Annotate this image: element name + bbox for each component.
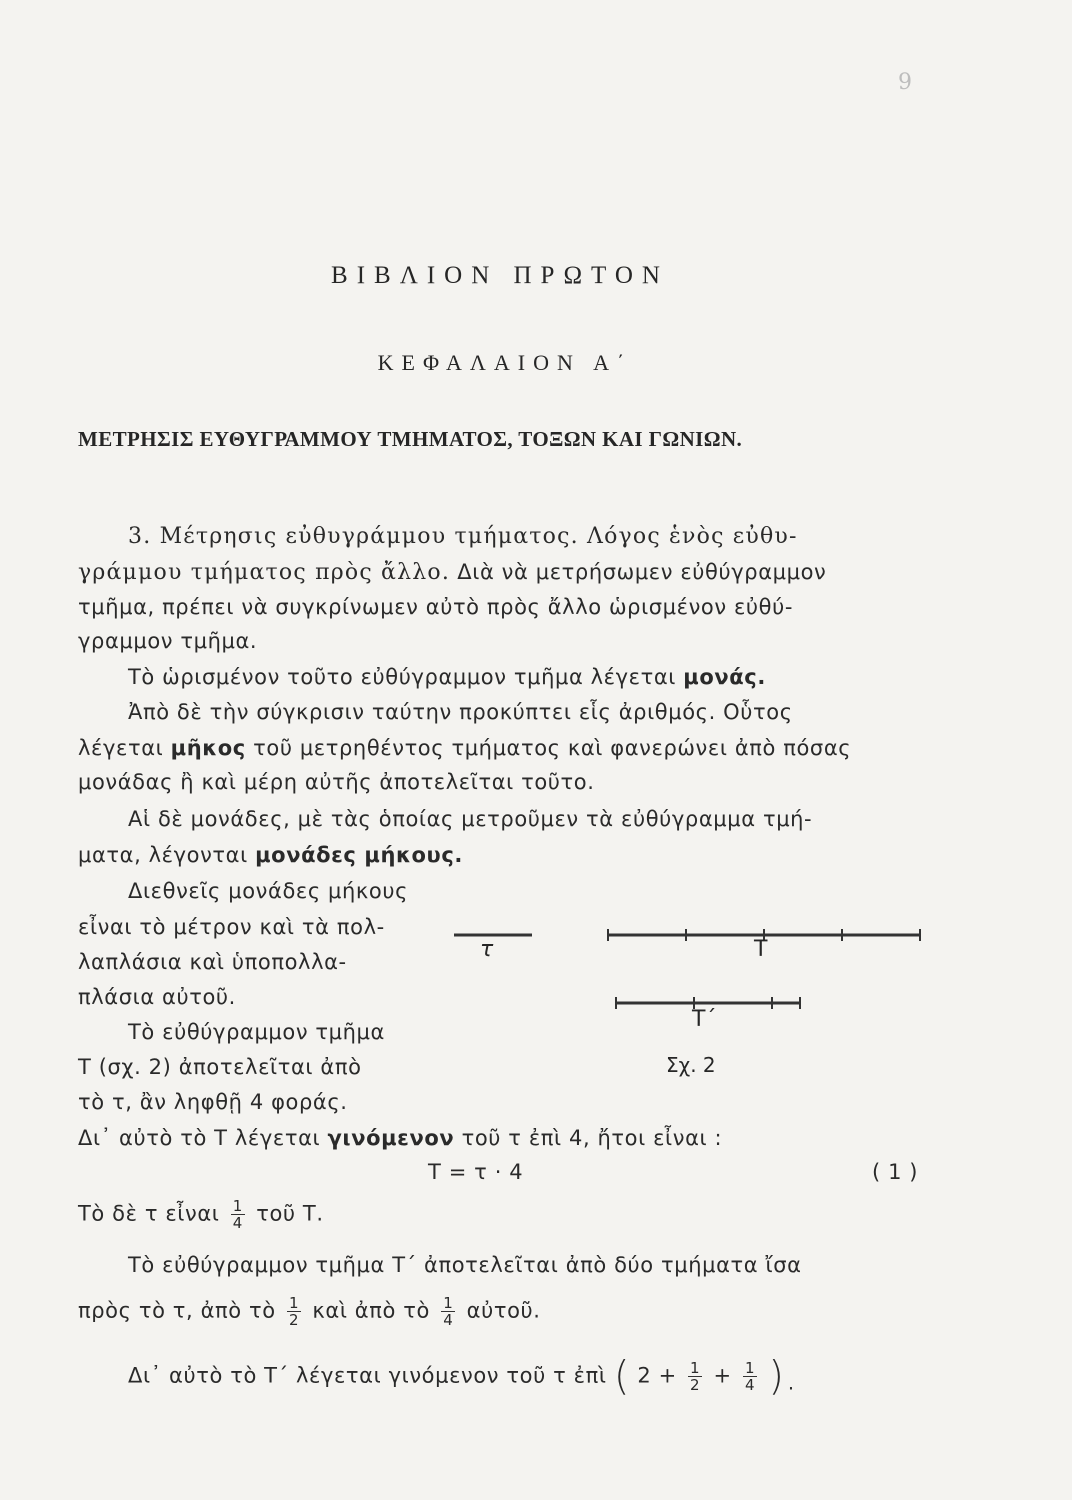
section-heading-line1: 3. Μέτρησις εὐθυγράμμου τμήματος. Λόγος ἑνὸς εὐθυ- bbox=[128, 524, 798, 549]
paragraph-line: Αἱ δὲ μονάδες, μὲ τὰς ὁποίας μετροῦμεν τὰ εὐθύγραμμα τμή- bbox=[128, 807, 813, 831]
text-span: αὐτοῦ. bbox=[466, 1298, 541, 1323]
page-number: 9 bbox=[898, 70, 912, 95]
label-T-prime: Τ΄ bbox=[692, 1007, 717, 1032]
term-monades-mekous: μονάδες μήκους. bbox=[255, 843, 463, 867]
text-span: Διὰ νὰ μετρήσωμεν εὐθύγραμμον bbox=[457, 560, 827, 584]
text-span: τοῦ μετρηθέντος τμήματος καὶ φανερώνει ἀπὸ πόσας bbox=[253, 736, 852, 760]
paragraph-line bbox=[78, 733, 851, 763]
chapter-title: ΚΕΦΑΛΑΙΟΝ Α΄ bbox=[377, 350, 633, 375]
fraction-numerator: 1 bbox=[744, 1359, 756, 1377]
close-paren: ). bbox=[768, 1353, 798, 1400]
paragraph-line: Τ (σχ. 2) ἀποτελεῖται ἀπὸ bbox=[78, 1055, 362, 1079]
paragraph-line: Τὸ εὐθύγραμμον τμῆμα Τ΄ ἀποτελεῖται ἀπὸ δύο τμήματα ἴσα bbox=[128, 1253, 802, 1277]
paragraph-line bbox=[128, 1353, 798, 1400]
text-span: 2 + bbox=[637, 1363, 677, 1388]
equation-1: Τ = τ · 4 bbox=[428, 1160, 524, 1184]
fraction-one-half bbox=[688, 1360, 702, 1393]
text-span: καὶ ἀπὸ τὸ bbox=[312, 1298, 430, 1323]
text-span: ματα, λέγονται bbox=[78, 843, 248, 867]
fraction-one-quarter bbox=[441, 1295, 455, 1328]
paragraph-line: Τὸ εὐθύγραμμον τμῆμα bbox=[128, 1020, 385, 1044]
label-T: Τ bbox=[754, 937, 768, 962]
book-title: ΒΙΒΛΙΟΝ ΠΡΩΤΟΝ bbox=[331, 262, 669, 289]
paragraph-line: Διεθνεῖς μονάδες μήκους bbox=[128, 879, 409, 903]
text-span: τοῦ τ ἐπὶ 4, ἤτοι εἶναι : bbox=[461, 1126, 723, 1150]
paragraph-line bbox=[78, 1123, 722, 1153]
text-span: Τὸ δὲ τ εἶναι bbox=[78, 1201, 220, 1226]
fraction-denominator: 2 bbox=[288, 1311, 300, 1329]
text-span: Δι᾽ αὐτὸ τὸ Τ΄ λέγεται γινόμενον τοῦ τ ἐπὶ bbox=[128, 1363, 607, 1388]
fraction-numerator: 1 bbox=[232, 1197, 243, 1215]
paragraph-line bbox=[78, 557, 930, 588]
chapter-subtitle: ΜΕΤΡΗΣΙΣ ΕΥΘΥΓΡΑΜΜΟΥ ΤΜΗΜΑΤΟΣ, ΤΟΞΩΝ ΚΑΙ ΓΩΝΙΩΝ. bbox=[78, 427, 743, 451]
term-monas: μονάς. bbox=[683, 665, 766, 689]
text-span: Τὸ ὡρισμένον τοῦτο εὐθύγραμμον τμῆμα λέγεται bbox=[128, 665, 677, 689]
text-span: Δι᾽ αὐτὸ τὸ Τ λέγεται bbox=[78, 1126, 321, 1150]
fraction-denominator: 4 bbox=[744, 1376, 756, 1394]
figure-2 bbox=[440, 915, 940, 1095]
paragraph-line bbox=[78, 1198, 324, 1231]
paragraph-line: λαπλάσια καὶ ὑποπολλα- bbox=[78, 950, 347, 974]
fraction-one-quarter bbox=[231, 1198, 245, 1231]
fraction-one-half bbox=[287, 1295, 301, 1328]
text-span: + bbox=[713, 1363, 732, 1388]
fraction-one-quarter bbox=[743, 1360, 757, 1393]
paragraph-line: μονάδας ἢ καὶ μέρη αὐτῆς ἀποτελεῖται τοῦτο. bbox=[78, 770, 595, 794]
paragraph-line: τμῆμα, πρέπει νὰ συγκρίνωμεν αὐτὸ πρὸς ἄλλο ὡρισμένον εὐθύ- bbox=[78, 595, 794, 619]
fraction-numerator: 1 bbox=[288, 1294, 300, 1312]
figure-caption: Σχ. 2 bbox=[666, 1053, 716, 1077]
label-small-t: τ bbox=[480, 937, 494, 962]
section-heading-line2: γράμμου τμήματος πρὸς ἄλλο. bbox=[78, 560, 451, 585]
paragraph-line: πλάσια αὐτοῦ. bbox=[78, 985, 236, 1009]
paragraph-line: Ἀπὸ δὲ τὴν σύγκρισιν ταύτην προκύπτει εἷς ἀριθμός. Οὗτος bbox=[128, 700, 793, 724]
term-ginomenon: γινόμενον bbox=[327, 1126, 455, 1150]
fraction-numerator: 1 bbox=[443, 1294, 454, 1312]
paragraph-line: τὸ τ, ἂν ληφθῇ 4 φοράς. bbox=[78, 1090, 348, 1114]
paragraph-line: γραμμον τμῆμα. bbox=[78, 629, 258, 653]
fraction-numerator: 1 bbox=[690, 1359, 701, 1377]
fraction-denominator: 4 bbox=[443, 1311, 454, 1329]
text-span: τοῦ Τ. bbox=[256, 1201, 324, 1226]
paragraph-line: εἶναι τὸ μέτρον καὶ τὰ πολ- bbox=[78, 915, 385, 939]
section-heading bbox=[128, 522, 930, 552]
segment-diagram bbox=[440, 915, 940, 1025]
fraction-denominator: 2 bbox=[690, 1376, 701, 1394]
fraction-denominator: 4 bbox=[232, 1214, 243, 1232]
term-mekos: μῆκος bbox=[170, 736, 246, 760]
paragraph-line bbox=[78, 1295, 541, 1328]
paragraph-line bbox=[78, 840, 463, 870]
equation-number: ( 1 ) bbox=[872, 1160, 919, 1184]
paragraph-line bbox=[128, 662, 766, 692]
text-span: λέγεται bbox=[78, 736, 164, 760]
open-paren: ( bbox=[613, 1353, 631, 1400]
text-span: πρὸς τὸ τ, ἀπὸ τὸ bbox=[78, 1298, 276, 1323]
